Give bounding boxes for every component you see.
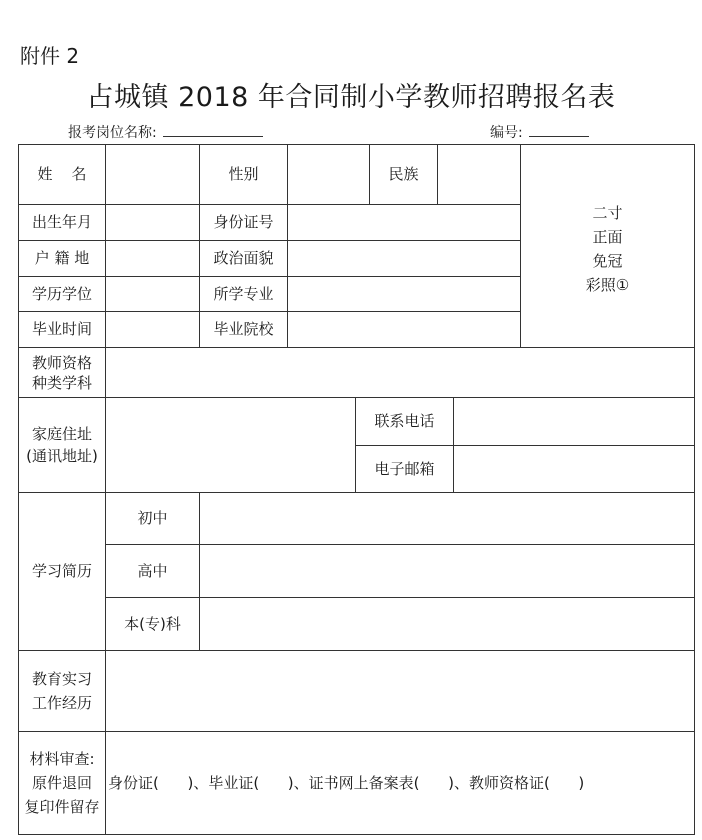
education-value[interactable] bbox=[105, 276, 200, 312]
phone-value[interactable] bbox=[453, 397, 695, 446]
attachment-label: 附件 2 bbox=[20, 44, 80, 68]
teacher-cert-label bbox=[18, 347, 106, 398]
study-history-label: 学习简历 bbox=[18, 492, 106, 651]
practice-line-2: 工作经历 bbox=[31, 694, 92, 712]
major-label: 所学专业 bbox=[199, 276, 288, 312]
gender-label: 性别 bbox=[199, 144, 288, 205]
practice-line-1: 教育实习 bbox=[31, 670, 92, 688]
birth-label: 出生年月 bbox=[18, 204, 106, 241]
junior-value[interactable] bbox=[199, 492, 695, 545]
ethnicity-value[interactable] bbox=[437, 144, 521, 205]
teacher-cert-line-1: 教师资格 bbox=[31, 353, 92, 372]
review-line-3: 复印件留存 bbox=[24, 798, 100, 816]
address-line-2: (通讯地址) bbox=[26, 447, 98, 465]
id-number-value[interactable] bbox=[287, 204, 521, 241]
review-items[interactable]: 身份证( )、毕业证( )、证书网上备案表( )、教师资格证( ) bbox=[105, 731, 695, 835]
photo-box[interactable] bbox=[520, 144, 695, 348]
household-value[interactable] bbox=[105, 240, 200, 277]
education-label: 学历学位 bbox=[18, 276, 106, 312]
photo-line-3: 免冠 bbox=[592, 252, 623, 270]
political-value[interactable] bbox=[287, 240, 521, 277]
id-number-label: 身份证号 bbox=[199, 204, 288, 241]
grad-school-value[interactable] bbox=[287, 311, 521, 348]
post-name-label: 报考岗位名称: bbox=[68, 125, 157, 141]
email-value[interactable] bbox=[453, 445, 695, 493]
gender-value[interactable] bbox=[287, 144, 370, 205]
senior-value[interactable] bbox=[199, 544, 695, 598]
grad-school-label: 毕业院校 bbox=[199, 311, 288, 348]
birth-value[interactable] bbox=[105, 204, 200, 241]
college-value[interactable] bbox=[199, 597, 695, 651]
photo-line-4: 彩照① bbox=[585, 276, 630, 294]
number-label: 编号: bbox=[490, 125, 523, 141]
household-label: 户 籍 地 bbox=[18, 240, 106, 277]
grad-time-value[interactable] bbox=[105, 311, 200, 348]
review-label bbox=[18, 731, 106, 835]
junior-label: 初中 bbox=[105, 492, 200, 545]
phone-label: 联系电话 bbox=[355, 397, 454, 446]
name-label: 姓 名 bbox=[18, 144, 106, 205]
teacher-cert-value[interactable] bbox=[105, 347, 695, 398]
major-value[interactable] bbox=[287, 276, 521, 312]
practice-label bbox=[18, 650, 106, 732]
teacher-cert-line-2: 种类学科 bbox=[31, 373, 92, 392]
address-label bbox=[18, 397, 106, 493]
grad-time-label: 毕业时间 bbox=[18, 311, 106, 348]
college-label: 本(专)科 bbox=[105, 597, 200, 651]
review-line-1: 材料审查: bbox=[29, 750, 95, 768]
address-line-1: 家庭住址 bbox=[31, 425, 92, 443]
photo-line-2: 正面 bbox=[592, 228, 623, 246]
senior-label: 高中 bbox=[105, 544, 200, 598]
photo-line-1: 二寸 bbox=[592, 204, 623, 222]
ethnicity-label: 民族 bbox=[369, 144, 438, 205]
email-label: 电子邮箱 bbox=[355, 445, 454, 493]
form-title: 占城镇 2018 年合同制小学教师招聘报名表 bbox=[86, 82, 616, 113]
name-value[interactable] bbox=[105, 144, 200, 205]
address-value[interactable] bbox=[105, 397, 356, 493]
practice-value[interactable] bbox=[105, 650, 695, 732]
review-line-2: 原件退回 bbox=[31, 774, 92, 792]
political-label: 政治面貌 bbox=[199, 240, 288, 277]
